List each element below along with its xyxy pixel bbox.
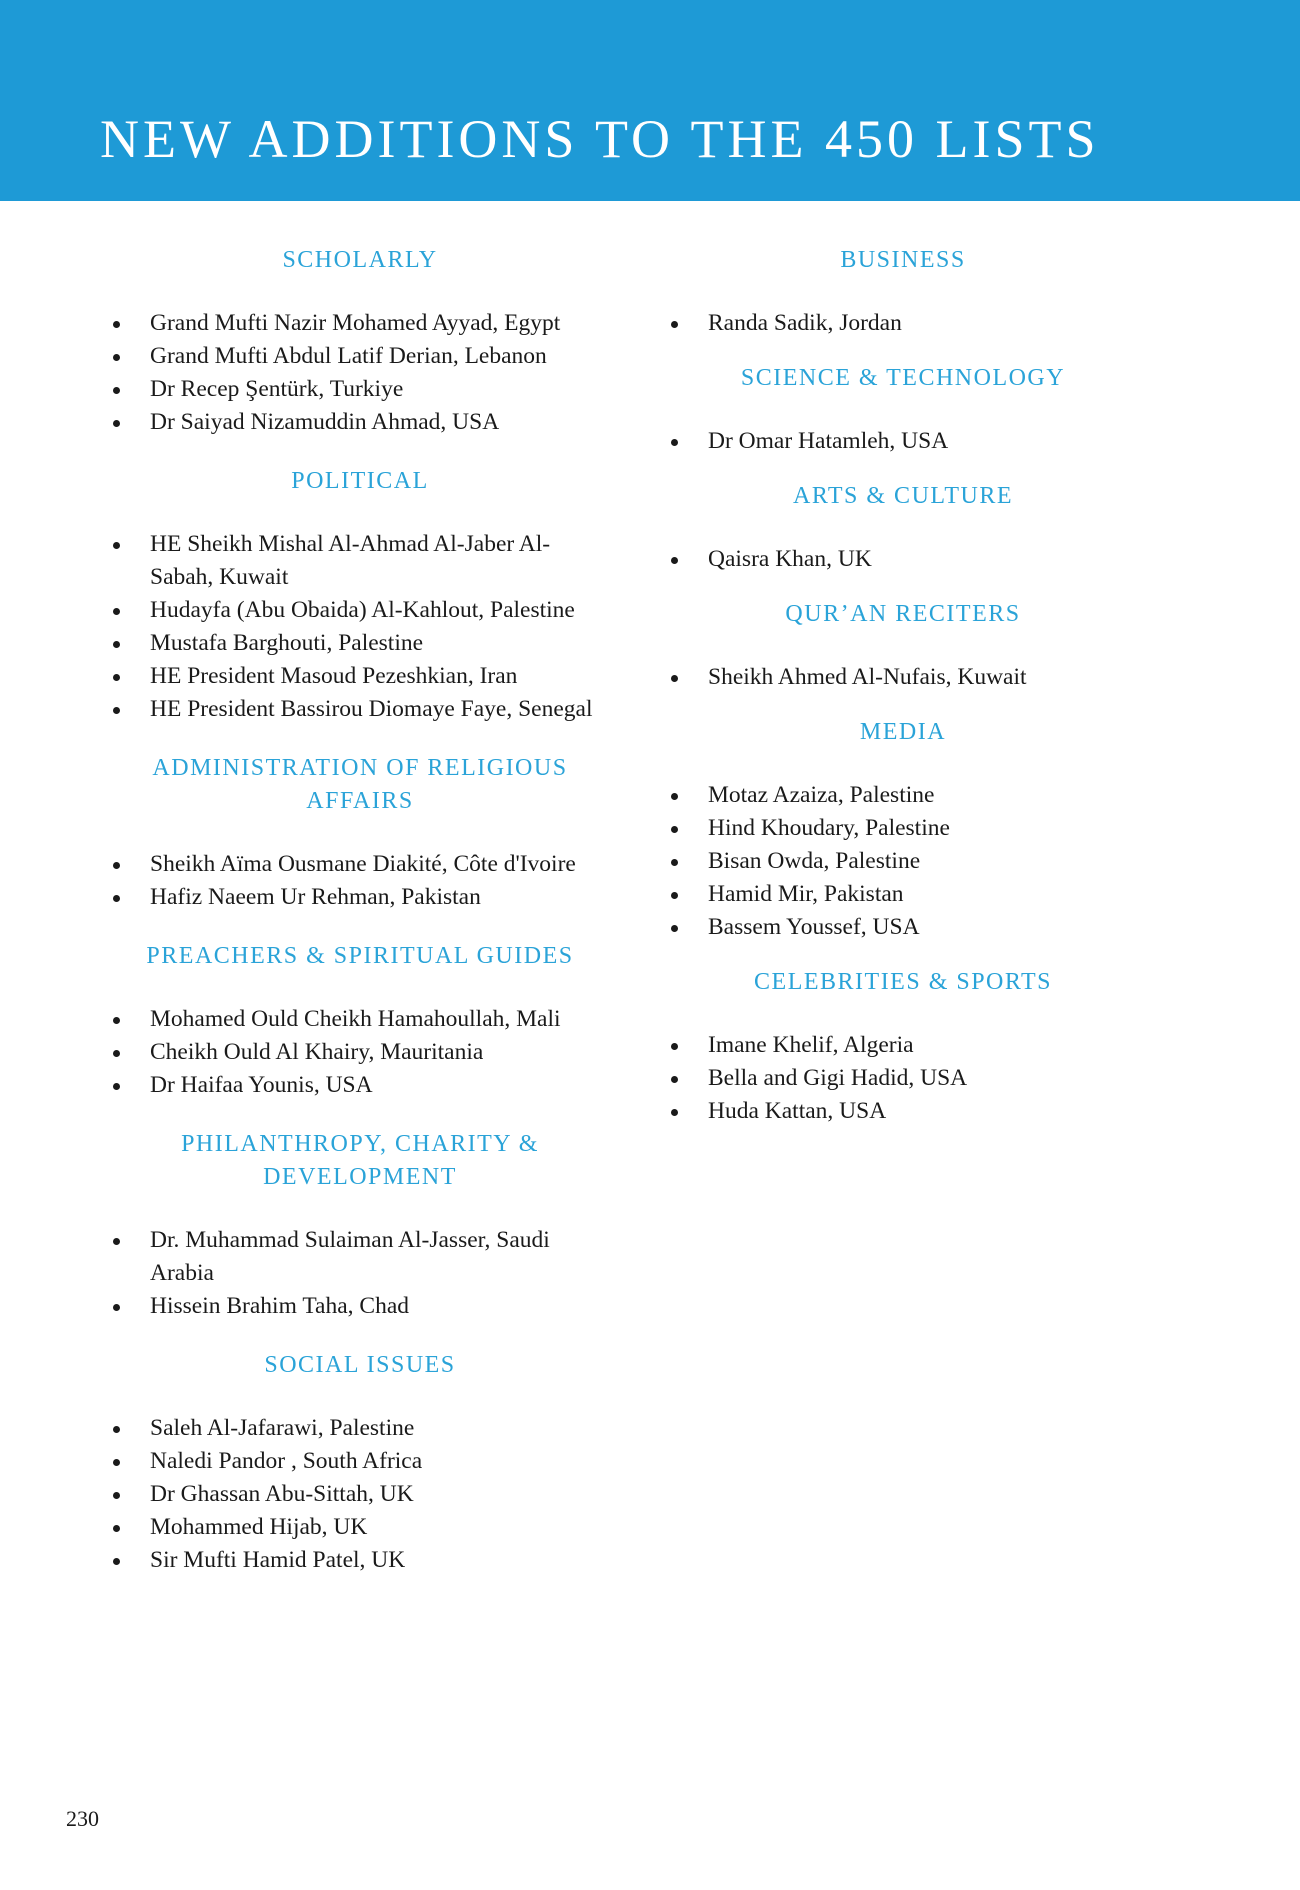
name-list — [110, 1003, 610, 1102]
section-science-technology — [668, 362, 1138, 458]
list-item: Cheikh Ould Al Khairy, Mauritania — [110, 1036, 610, 1069]
name-list — [110, 1224, 610, 1323]
section-heading: CELEBRITIES & SPORTS — [754, 969, 1052, 995]
section-heading: ADMINISTRATION OF RELIGIOUS AFFAIRS — [152, 755, 568, 814]
section-heading: MEDIA — [859, 719, 947, 745]
section-arts-culture — [668, 480, 1138, 576]
name-list — [668, 1029, 1138, 1128]
section-heading: PREACHERS & SPIRITUAL GUIDES — [146, 943, 574, 969]
name-list — [668, 779, 1138, 944]
section-philanthropy-charity-development — [110, 1128, 610, 1323]
list-item: Qaisra Khan, UK — [668, 543, 1138, 576]
name-list — [668, 425, 1138, 458]
list-item: Naledi Pandor , South Africa — [110, 1445, 610, 1478]
section-heading: SOCIAL ISSUES — [264, 1352, 456, 1378]
section-qur-an-reciters — [668, 598, 1138, 694]
name-list — [668, 307, 1138, 340]
list-item: Hamid Mir, Pakistan — [668, 878, 1138, 911]
list-item: Bisan Owda, Palestine — [668, 845, 1138, 878]
list-item: Imane Khelif, Algeria — [668, 1029, 1138, 1062]
section-heading: BUSINESS — [840, 247, 966, 273]
list-item: HE President Bassirou Diomaye Faye, Senegal — [110, 693, 610, 726]
section-social-issues — [110, 1349, 610, 1577]
section-business — [668, 244, 1138, 340]
list-item: HE Sheikh Mishal Al-Ahmad Al-Jaber Al-Sabah, Kuwait — [110, 528, 610, 594]
list-item: HE President Masoud Pezeshkian, Iran — [110, 660, 610, 693]
section-heading: SCHOLARLY — [282, 247, 438, 273]
section-heading: ARTS & CULTURE — [792, 483, 1014, 509]
section-heading: SCIENCE & TECHNOLOGY — [740, 365, 1066, 391]
list-item: Hafiz Naeem Ur Rehman, Pakistan — [110, 881, 610, 914]
list-item: Huda Kattan, USA — [668, 1095, 1138, 1128]
name-list — [668, 661, 1138, 694]
section-media — [668, 716, 1138, 944]
section-heading: QUR’AN RECITERS — [785, 601, 1021, 627]
name-list — [110, 307, 610, 439]
section-celebrities-sports — [668, 966, 1138, 1128]
list-item: Sheikh Ahmed Al-Nufais, Kuwait — [668, 661, 1138, 694]
section-political — [110, 465, 610, 726]
list-item: Randa Sadik, Jordan — [668, 307, 1138, 340]
list-item: Sheikh Aïma Ousmane Diakité, Côte d'Ivoire — [110, 848, 610, 881]
section-preachers-spiritual-guides — [110, 940, 610, 1102]
right-column — [668, 244, 1138, 1150]
list-item: Dr Ghassan Abu-Sittah, UK — [110, 1478, 610, 1511]
list-item: Hudayfa (Abu Obaida) Al-Kahlout, Palestine — [110, 594, 610, 627]
list-item: Dr Omar Hatamleh, USA — [668, 425, 1138, 458]
page-title: NEW ADDITIONS TO THE 450 LISTS — [100, 109, 1100, 169]
name-list — [668, 543, 1138, 576]
header-banner — [0, 0, 1300, 201]
section-heading: PHILANTHROPY, CHARITY & DEVELOPMENT — [181, 1131, 539, 1190]
list-item: Bassem Youssef, USA — [668, 911, 1138, 944]
list-item: Dr Saiyad Nizamuddin Ahmad, USA — [110, 406, 610, 439]
name-list — [110, 528, 610, 726]
list-item: Mustafa Barghouti, Palestine — [110, 627, 610, 660]
list-item: Saleh Al-Jafarawi, Palestine — [110, 1412, 610, 1445]
section-scholarly — [110, 244, 610, 439]
left-column — [110, 244, 610, 1603]
section-administration-of-religious-affairs — [110, 752, 610, 914]
list-item: Motaz Azaiza, Palestine — [668, 779, 1138, 812]
list-item: Grand Mufti Abdul Latif Derian, Lebanon — [110, 340, 610, 373]
list-item: Bella and Gigi Hadid, USA — [668, 1062, 1138, 1095]
list-item: Mohammed Hijab, UK — [110, 1511, 610, 1544]
list-item: Mohamed Ould Cheikh Hamahoullah, Mali — [110, 1003, 610, 1036]
name-list — [110, 1412, 610, 1577]
name-list — [110, 848, 610, 914]
list-item: Dr Recep Şentürk, Turkiye — [110, 373, 610, 406]
list-item: Grand Mufti Nazir Mohamed Ayyad, Egypt — [110, 307, 610, 340]
page-number: 230 — [66, 1806, 99, 1831]
list-item: Dr. Muhammad Sulaiman Al-Jasser, Saudi Arabia — [110, 1224, 610, 1290]
list-item: Sir Mufti Hamid Patel, UK — [110, 1544, 610, 1577]
list-item: Dr Haifaa Younis, USA — [110, 1069, 610, 1102]
list-item: Hind Khoudary, Palestine — [668, 812, 1138, 845]
list-item: Hissein Brahim Taha, Chad — [110, 1290, 610, 1323]
section-heading: POLITICAL — [291, 468, 429, 494]
